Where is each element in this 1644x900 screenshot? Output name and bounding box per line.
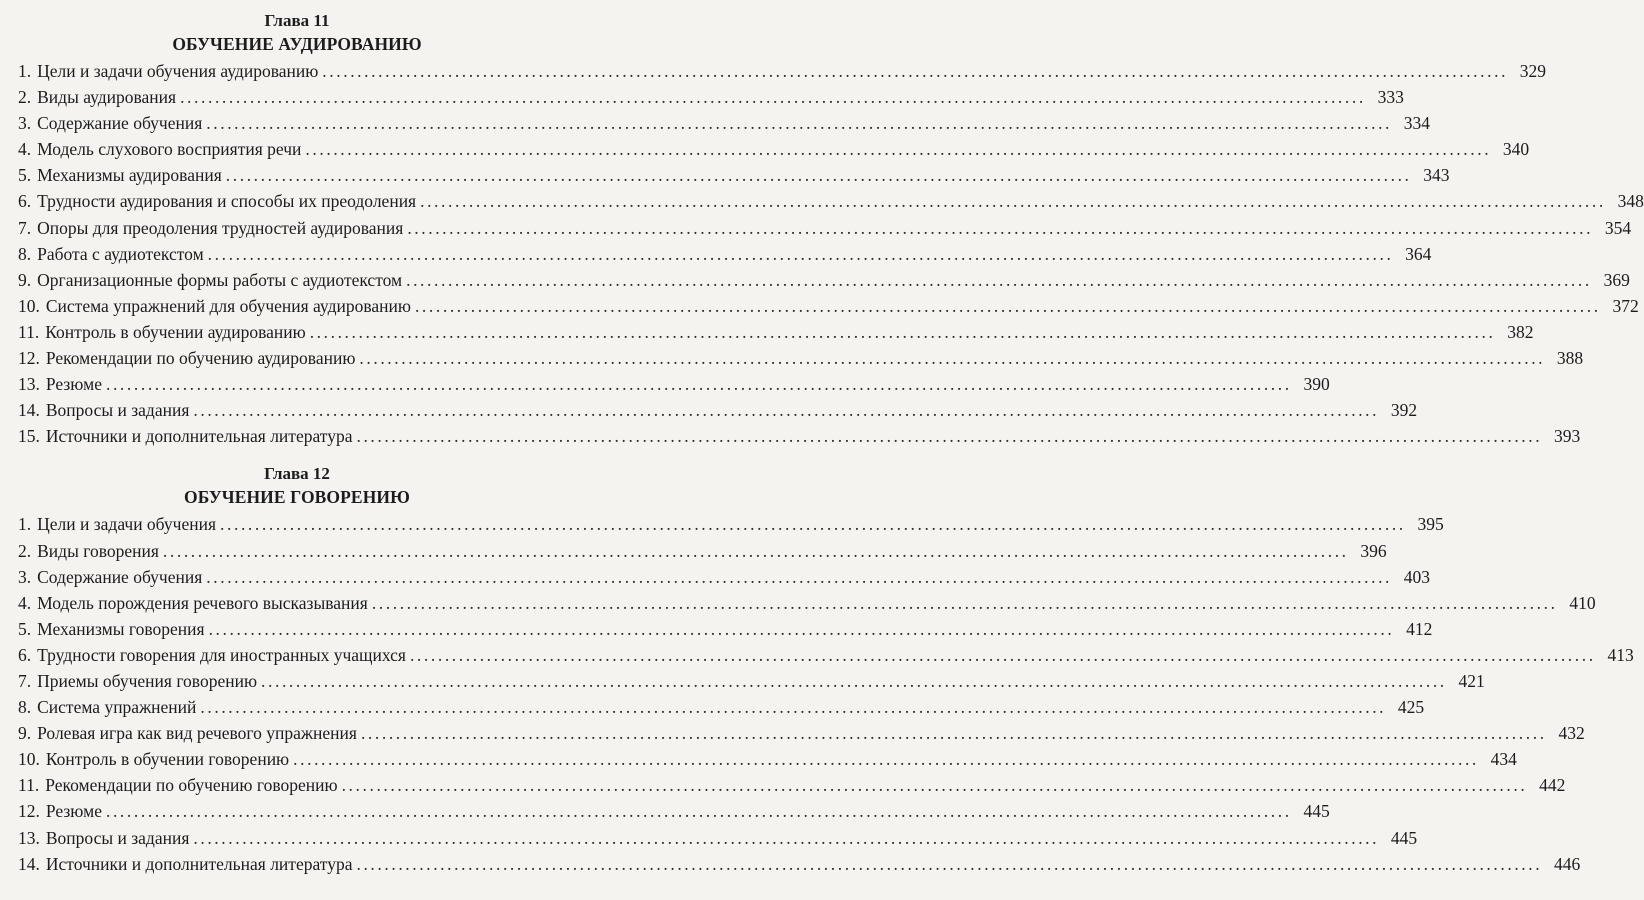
toc-list	[18, 511, 1634, 876]
toc-entry-page-number: 334	[1403, 113, 1431, 134]
dot-leader	[206, 564, 1392, 590]
toc-entry-number: 2.	[18, 87, 32, 108]
toc-entry-page-number: 434	[1490, 749, 1517, 770]
toc-entry	[18, 84, 1404, 110]
toc-entry-page-number: 413	[1607, 644, 1634, 665]
chapter-title: ОБУЧЕНИЕ ГОВОРЕНИЮ	[184, 487, 410, 508]
toc-entry-title: Рекомендации по обучению аудированию	[45, 348, 356, 369]
dot-leader	[372, 590, 1558, 616]
dot-leader	[106, 371, 1292, 397]
toc-entry-number: 12.	[18, 801, 40, 822]
toc-entry-page-number: 395	[1417, 514, 1444, 535]
toc-entry	[18, 720, 1585, 746]
toc-entry-title: Цели и задачи обучения аудированию	[37, 61, 319, 81]
dot-leader	[220, 511, 1406, 537]
toc-entry-number: 6.	[18, 191, 32, 212]
dot-leader	[209, 616, 1395, 642]
toc-entry	[18, 746, 1517, 772]
toc-entry-number: 1.	[18, 514, 32, 535]
toc-entry-number: 9.	[18, 723, 32, 744]
toc-entry	[18, 371, 1330, 397]
toc-entry	[18, 694, 1425, 720]
toc-entry-number: 2.	[18, 540, 32, 561]
chapter-12-section	[18, 463, 1634, 876]
toc-entry-page-number: 445	[1303, 801, 1330, 822]
toc-entry	[18, 511, 1444, 537]
dot-leader	[356, 851, 1542, 877]
toc-entry-number: 5.	[18, 618, 32, 639]
toc-entry-title: Содержание обучения	[37, 566, 203, 587]
dot-leader	[305, 136, 1491, 162]
toc-entry	[18, 215, 1632, 241]
toc-entry	[18, 162, 1450, 188]
toc-entry	[18, 538, 1387, 564]
toc-entry-title: Модель порождения речевого высказывания	[37, 592, 368, 613]
toc-entry-page-number: 348	[1617, 191, 1644, 212]
toc-entry-number: 3.	[18, 113, 32, 134]
toc-entry	[18, 423, 1581, 449]
toc-entry-title: Механизмы аудирования	[37, 165, 222, 186]
toc-entry	[18, 642, 1634, 668]
toc-entry-number: 8.	[18, 243, 32, 264]
toc-entry-title: Вопросы и задания	[45, 827, 190, 848]
toc-entry-page-number: 421	[1458, 670, 1485, 691]
dot-leader	[200, 694, 1386, 720]
toc-entry-number: 12.	[18, 348, 40, 369]
toc-entry-title: Виды говорения	[37, 540, 159, 561]
toc-entry-number: 1.	[18, 61, 32, 81]
toc-entry	[18, 319, 1534, 345]
toc-entry-page-number: 369	[1603, 269, 1630, 290]
dot-leader	[193, 825, 1379, 851]
toc-entry-title: Содержание обучения	[37, 113, 203, 134]
toc-entry	[18, 851, 1581, 877]
toc-entry	[18, 397, 1418, 423]
dot-leader	[226, 162, 1412, 188]
dot-leader	[359, 345, 1545, 371]
toc-entry-page-number: 329	[1519, 61, 1547, 81]
dot-leader	[410, 642, 1596, 668]
toc-entry-title: Опоры для преодоления трудностей аудирования	[37, 217, 404, 238]
toc-entry-title: Организационные формы работы с аудиотекстом	[37, 269, 403, 290]
dot-leader	[261, 668, 1447, 694]
toc-entry-title: Виды аудирования	[37, 87, 177, 108]
toc-entry-page-number: 364	[1405, 243, 1432, 264]
toc-entry-page-number: 388	[1556, 348, 1584, 369]
toc-entry-page-number: 442	[1539, 775, 1566, 796]
toc-entry-page-number: 372	[1612, 295, 1639, 316]
toc-entry-title: Система упражнений для обучения аудированию	[45, 295, 411, 316]
dot-leader	[208, 241, 1394, 267]
toc-entry-title: Резюме	[45, 801, 102, 822]
toc-entry-page-number: 446	[1553, 853, 1581, 874]
dot-leader	[180, 84, 1366, 110]
toc-entry-number: 11.	[18, 775, 40, 796]
toc-entry-number: 14.	[18, 400, 40, 421]
toc-entry-page-number: 333	[1377, 87, 1404, 108]
toc-entry	[18, 267, 1630, 293]
toc-entry-number: 11.	[18, 321, 40, 342]
chapter-title: ОБУЧЕНИЕ АУДИРОВАНИЮ	[172, 34, 422, 54]
toc-entry-page-number: 412	[1406, 618, 1433, 639]
toc-entry-number: 4.	[18, 139, 32, 160]
toc-entry	[18, 241, 1432, 267]
toc-entry-page-number: 393	[1553, 426, 1581, 447]
toc-entry-page-number: 425	[1397, 697, 1425, 718]
toc-entry-title: Источники и дополнительная литература	[45, 853, 353, 874]
toc-entry-number: 13.	[18, 827, 40, 848]
dot-leader	[361, 720, 1547, 746]
toc-entry	[18, 772, 1566, 798]
toc-entry-title: Система упражнений	[37, 697, 197, 718]
toc-entry-number: 10.	[18, 295, 40, 316]
toc-entry-number: 7.	[18, 217, 32, 238]
dot-leader	[406, 267, 1592, 293]
toc-entry	[18, 798, 1330, 824]
toc-entry-page-number: 354	[1604, 217, 1632, 238]
toc-entry-page-number: 392	[1390, 400, 1418, 421]
toc-entry-title: Механизмы говорения	[37, 618, 205, 639]
dot-leader	[293, 746, 1479, 772]
dot-leader	[415, 293, 1601, 319]
dot-leader	[106, 798, 1292, 824]
dot-leader	[322, 58, 1508, 84]
dot-leader	[310, 319, 1496, 345]
dot-leader	[356, 423, 1542, 449]
toc-entry-number: 4.	[18, 592, 32, 613]
toc-entry-number: 15.	[18, 426, 40, 447]
dot-leader	[342, 772, 1528, 798]
toc-entry-title: Приемы обучения говорению	[37, 670, 258, 691]
toc-entry-title: Контроль в обучении аудированию	[45, 321, 306, 342]
toc-entry-number: 6.	[18, 644, 32, 665]
toc-entry-page-number: 340	[1502, 139, 1530, 160]
toc-entry-number: 14.	[18, 853, 40, 874]
toc-entry-title: Рекомендации по обучению говорению	[45, 775, 338, 796]
toc-entry-page-number: 396	[1360, 540, 1387, 561]
toc-entry-title: Резюме	[45, 374, 102, 395]
toc-entry	[18, 564, 1431, 590]
toc-entry-number: 10.	[18, 749, 40, 770]
toc-entry-page-number: 410	[1569, 592, 1596, 613]
dot-leader	[420, 188, 1606, 214]
toc-entry	[18, 825, 1418, 851]
toc-entry-number: 5.	[18, 165, 32, 186]
toc-entry	[18, 668, 1485, 694]
toc-entry	[18, 110, 1431, 136]
toc-entry-title: Ролевая игра как вид речевого упражнения	[37, 723, 357, 744]
toc-entry	[18, 616, 1433, 642]
toc-entry	[18, 293, 1639, 319]
dot-leader	[163, 538, 1349, 564]
toc-entry-title: Контроль в обучении говорению	[45, 749, 290, 770]
toc-entry-page-number: 445	[1390, 827, 1418, 848]
toc-entry-number: 7.	[18, 670, 32, 691]
toc-entry	[18, 136, 1530, 162]
toc-entry-title: Трудности говорения для иностранных учащихся	[37, 644, 406, 665]
toc-entry-number: 8.	[18, 697, 32, 718]
toc-entry-title: Модель слухового восприятия речи	[37, 139, 302, 160]
dot-leader	[193, 397, 1379, 423]
toc-entry	[18, 58, 1547, 84]
toc-entry-number: 3.	[18, 566, 32, 587]
toc-entry-page-number: 390	[1303, 374, 1330, 395]
toc-entry-title: Цели и задачи обучения	[37, 514, 217, 535]
toc-entry	[18, 345, 1584, 371]
chapter-11-section	[18, 10, 1644, 449]
toc-list	[18, 58, 1644, 449]
toc-entry-number: 13.	[18, 374, 40, 395]
toc-entry-page-number: 403	[1403, 566, 1431, 587]
dot-leader	[407, 215, 1593, 241]
toc-entry-title: Трудности аудирования и способы их преодоления	[37, 191, 417, 212]
dot-leader	[206, 110, 1392, 136]
toc-entry-page-number: 343	[1423, 165, 1450, 186]
toc-entry-title: Работа с аудиотекстом	[37, 243, 204, 264]
chapter-label: Глава 12	[264, 464, 330, 484]
chapter-label: Глава 11	[264, 11, 330, 30]
toc-entry-title: Источники и дополнительная литература	[45, 426, 353, 447]
toc-entry	[18, 590, 1596, 616]
toc-entry-number: 9.	[18, 269, 32, 290]
toc-entry	[18, 188, 1644, 214]
toc-entry-title: Вопросы и задания	[45, 400, 190, 421]
toc-entry-page-number: 382	[1507, 321, 1534, 342]
toc-entry-page-number: 432	[1558, 723, 1585, 744]
